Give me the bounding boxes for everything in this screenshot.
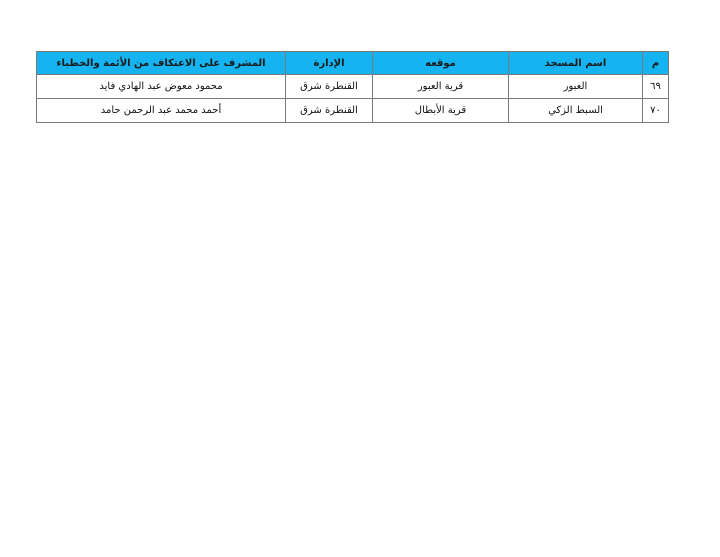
cell-location: قرية العبور xyxy=(373,75,509,99)
table-row xyxy=(37,99,669,123)
table-header xyxy=(37,52,669,75)
cell-supervisor: محمود معوض عبد الهادي فايد xyxy=(37,75,286,99)
cell-supervisor: أحمد محمد عبد الرحمن حامد xyxy=(37,99,286,123)
cell-location: قرية الأبطال xyxy=(373,99,509,123)
header-administration: الإدارة xyxy=(286,52,373,75)
header-num: م xyxy=(643,52,669,75)
cell-administration: القنطرة شرق xyxy=(286,75,373,99)
header-row xyxy=(37,52,669,75)
cell-mosque-name: العبور xyxy=(509,75,643,99)
cell-num: ٧٠ xyxy=(643,99,669,123)
cell-mosque-name: السبط الزكي xyxy=(509,99,643,123)
cell-administration: القنطرة شرق xyxy=(286,99,373,123)
header-supervisor: المشرف على الاعتكاف من الأئمة والخطباء xyxy=(37,52,286,75)
table-row xyxy=(37,75,669,99)
header-location: موقعه xyxy=(373,52,509,75)
table-body xyxy=(37,75,669,123)
itikaf-supervisors-table xyxy=(36,51,669,123)
header-mosque-name: اسم المسجد xyxy=(509,52,643,75)
cell-num: ٦٩ xyxy=(643,75,669,99)
